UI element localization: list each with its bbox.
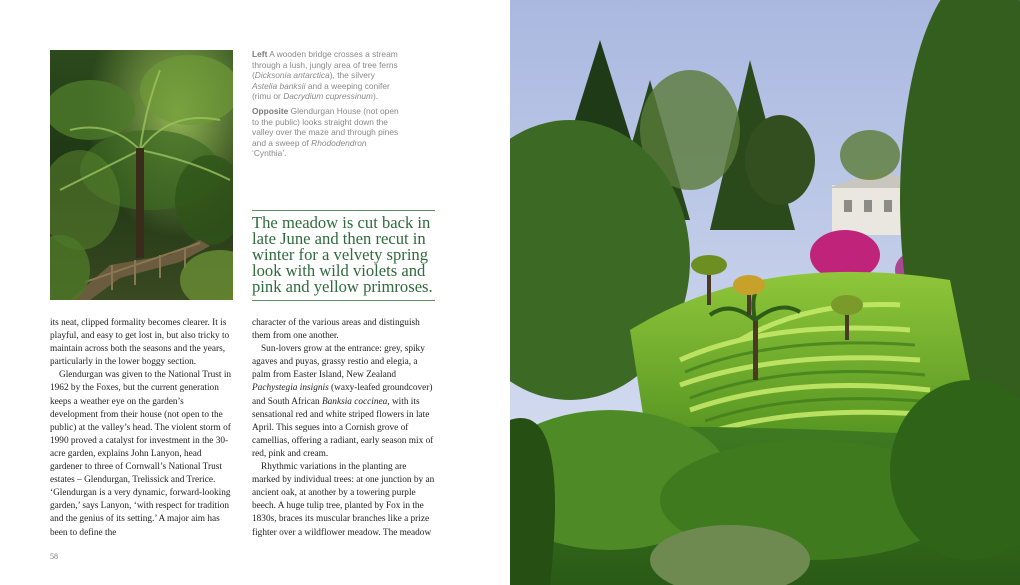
column-b-p2-text-b: (waxy-leafed groundcover) and South African: [252, 383, 433, 407]
caption-left-italic-2: Astelia banksii: [252, 80, 306, 91]
column-b-paragraph-2: [252, 343, 435, 461]
caption-left-text-1: A wooden bridge crosses a stream through a lush, jungly area of tree ferns (: [252, 49, 398, 81]
column-a-paragraph-1: its neat, clipped formality becomes clearer. It is playful, and easy to get lost in, but also tricky to maintain across both the seasons and the years, particularly in the lower boggy section.: [50, 318, 230, 368]
caption-left-italic-1: Dicksonia antarctica: [254, 70, 330, 81]
column-b-p2-italic-1: Pachystegia insignis: [252, 383, 329, 394]
column-b-paragraph-1: character of the various areas and distinguish them from one another.: [252, 318, 420, 342]
caption-left-italic-3: Dacrydium cupressinum: [283, 91, 374, 102]
column-b-p2-text-a: Sun-lovers grow at the entrance: grey, spiky agaves and puyas, grassy restio and elegia, a palm from Easter Island, New Zealand: [252, 344, 425, 381]
caption-left-text-3: and a weeping conifer (rimu or: [252, 80, 390, 102]
column-b-p2-text-c: , with its sensational red and white striped flowers in late April. This segues into a Cornish grove of camellias, offering a radiant, early season mix of red, pink and cream.: [252, 396, 434, 459]
caption-opposite-text-2: ‘Cynthia’.: [252, 148, 287, 159]
caption-left-text-2: ), the silvery: [329, 70, 375, 81]
page-number: 58: [50, 552, 58, 561]
glendurgan-maze-photo: [510, 0, 1020, 585]
pull-quote: The meadow is cut back in late June and then recut in winter for a velvety spring look with wild violets and pink and yellow primroses.: [252, 210, 435, 301]
body-column-a: [50, 317, 233, 540]
caption-left-label: Left: [252, 49, 268, 59]
column-b-p2-italic-2: Banksia coccinea: [321, 396, 388, 407]
caption-left-text-4: ).: [373, 91, 379, 102]
caption-opposite-label: Opposite: [252, 105, 289, 116]
photo-caption: [252, 49, 402, 163]
tree-fern-bridge-photo: [50, 50, 233, 300]
caption-opposite-text-1: Glendurgan House (not open to the public) looks straight down the valley over the maze and through pines and a sweep of: [252, 105, 399, 148]
caption-opposite: [252, 106, 402, 159]
body-column-b: [252, 317, 435, 540]
column-b-paragraph-3: Rhythmic variations in the planting are marked by individual trees: at one junction by an ancient oak, at another by a towering purple beech. A huge tulip tree, planted by Fox in the 1830s, braces its muscular branches like a prize fighter over a wildflower meadow. The meadow: [252, 462, 435, 538]
column-a-paragraph-2: Glendurgan was given to the National Trust in 1962 by the Foxes, but the current generation keeps a weather eye on the garden’s development from their house (not open to the public) at the valley’s head. The violent storm of 1990 proved a catalyst for investment in the 30-acre garden, explains John Lanyon, head gardener to three of Cornwall’s National Trust estates – Glendurgan, Trelissick and Trerice. ‘Glendurgan is a very dynamic, forward-looking garden,’ says Lanyon, ‘with respect for tradition and the genius of its setting.’ A major aim has been to define the: [50, 370, 232, 538]
caption-left: [252, 49, 402, 102]
caption-opposite-italic: Rhododendron: [311, 137, 367, 148]
